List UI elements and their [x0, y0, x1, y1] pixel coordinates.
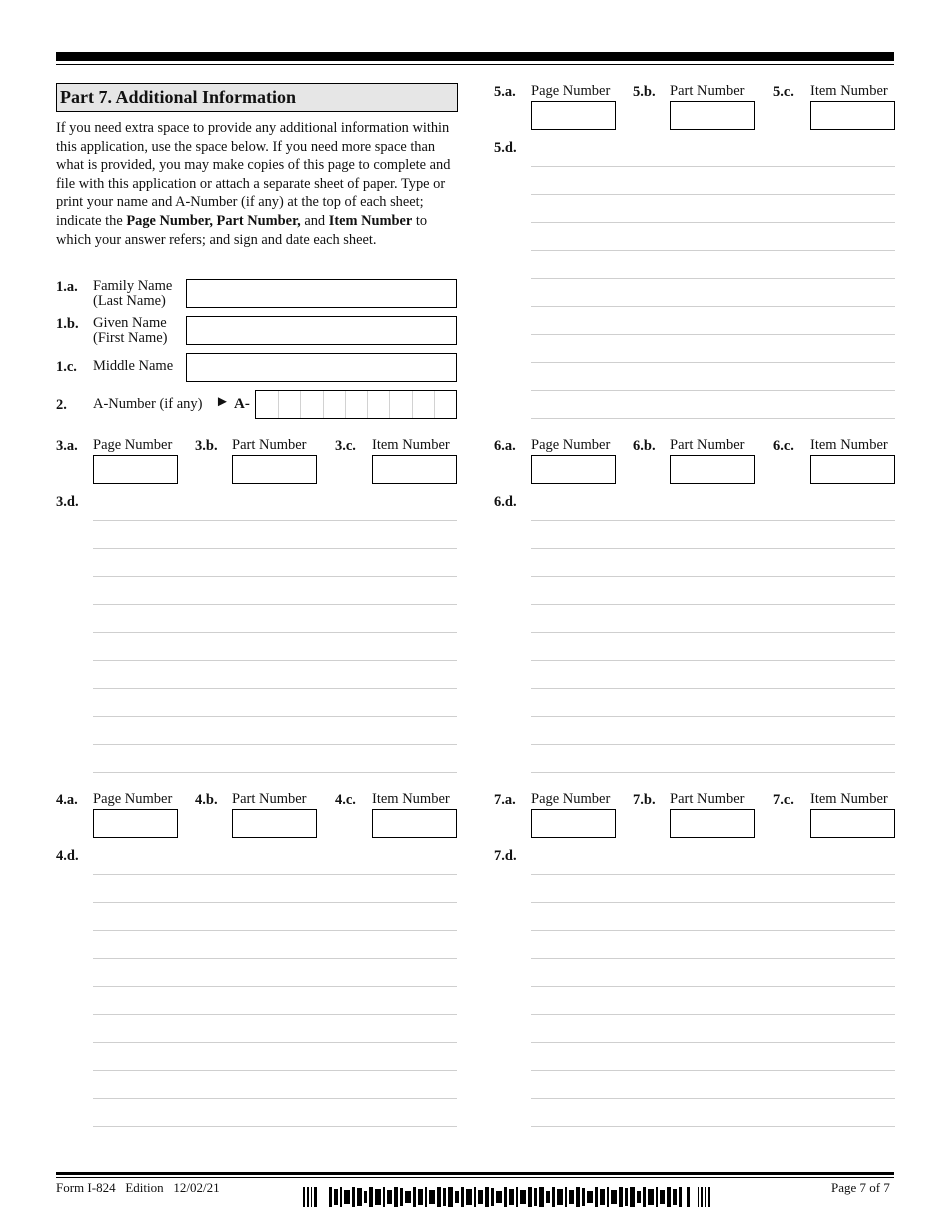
item-number-5a: 5.a.	[494, 84, 516, 100]
writing-line	[93, 1014, 457, 1015]
page-number-field[interactable]	[93, 809, 178, 838]
item-number-field[interactable]	[810, 101, 895, 130]
item-number-label: Item Number	[810, 791, 888, 807]
additional-info-textarea[interactable]	[531, 166, 895, 426]
footer-rule-thick	[56, 1172, 894, 1175]
given-name-field[interactable]	[186, 316, 457, 345]
item-number-1b: 1.b.	[56, 316, 79, 332]
item-number-4d: 4.d.	[56, 848, 79, 864]
page-indicator: Page 7 of 7	[831, 1180, 890, 1195]
item-number-5d: 5.d.	[494, 140, 517, 156]
item-number-4c: 4.c.	[335, 792, 356, 808]
item-number-1a: 1.a.	[56, 279, 78, 295]
part-number-field[interactable]	[670, 455, 755, 484]
instructions-text-3: to which your answer refers; and sign and date each sheet.	[56, 212, 428, 248]
writing-line	[93, 1098, 457, 1099]
additional-info-textarea[interactable]	[531, 520, 895, 780]
a-number-cell-divider	[345, 391, 346, 418]
additional-info-textarea[interactable]	[93, 520, 457, 780]
instructions-text-1: If you need extra space to provide any additional information within this application, use the space below. If you need more space than what is provided, you may make copies of this page to complete and file with this application or attach a separate sheet of paper. Type or print your name and A-Number (if any) at the top of each sheet; indicate the	[56, 120, 451, 229]
a-number-cell-divider	[367, 391, 368, 418]
a-number-label: A-Number (if any)	[93, 396, 203, 412]
part-number-field[interactable]	[670, 101, 755, 130]
item-number-field[interactable]	[810, 455, 895, 484]
writing-line	[93, 520, 457, 521]
writing-line	[93, 716, 457, 717]
item-number-field[interactable]	[810, 809, 895, 838]
part-number-label: Part Number	[232, 791, 307, 807]
writing-line	[93, 930, 457, 931]
writing-line	[93, 958, 457, 959]
writing-line	[93, 874, 457, 875]
a-number-cell-divider	[278, 391, 279, 418]
a-number-field[interactable]	[255, 390, 457, 419]
a-number-cell-divider	[323, 391, 324, 418]
writing-line	[531, 874, 895, 875]
barcode-icon	[303, 1187, 712, 1207]
page-number-field[interactable]	[531, 455, 616, 484]
writing-line	[531, 1098, 895, 1099]
item-number-label: Item Number	[372, 437, 450, 453]
instructions-bold-1: Page Number, Part Number,	[126, 212, 301, 229]
page-number-label: Page Number	[93, 791, 173, 807]
writing-line	[531, 986, 895, 987]
writing-line	[93, 688, 457, 689]
item-number-6d: 6.d.	[494, 494, 517, 510]
item-number-7a: 7.a.	[494, 792, 516, 808]
writing-line	[531, 520, 895, 521]
item-number-6b: 6.b.	[633, 438, 656, 454]
writing-line	[531, 1042, 895, 1043]
item-number-3d: 3.d.	[56, 494, 79, 510]
item-block-7	[494, 792, 896, 1132]
writing-line	[531, 772, 895, 773]
middle-name-label: Middle Name	[93, 358, 174, 374]
item-block-6	[494, 438, 896, 778]
writing-line	[531, 930, 895, 931]
footer-rule-thin	[56, 1177, 894, 1178]
writing-line	[531, 166, 895, 167]
part-number-field[interactable]	[232, 455, 317, 484]
writing-line	[93, 1126, 457, 1127]
writing-line	[531, 744, 895, 745]
item-number-6c: 6.c.	[773, 438, 794, 454]
item-number-1c: 1.c.	[56, 359, 77, 375]
writing-line	[531, 1014, 895, 1015]
page-number-field[interactable]	[531, 809, 616, 838]
instructions-text	[56, 119, 461, 249]
page-number-label: Page Number	[531, 437, 611, 453]
page-number-label: Page Number	[531, 791, 611, 807]
writing-line	[93, 902, 457, 903]
writing-line	[531, 716, 895, 717]
writing-line	[93, 548, 457, 549]
item-number-field[interactable]	[372, 455, 457, 484]
additional-info-textarea[interactable]	[93, 874, 457, 1134]
item-number-4b: 4.b.	[195, 792, 218, 808]
instructions-bold-2: Item Number	[328, 212, 413, 229]
writing-line	[93, 1042, 457, 1043]
a-number-cell-divider	[412, 391, 413, 418]
given-name-label-line2: (First Name)	[93, 330, 168, 346]
item-block-5	[494, 84, 896, 424]
page-number-label: Page Number	[531, 83, 611, 99]
writing-line	[531, 194, 895, 195]
a-number-cell-divider	[300, 391, 301, 418]
item-number-field[interactable]	[372, 809, 457, 838]
writing-line	[531, 688, 895, 689]
writing-line	[531, 278, 895, 279]
writing-line	[93, 604, 457, 605]
item-number-label: Item Number	[810, 83, 888, 99]
writing-line	[531, 222, 895, 223]
writing-line	[531, 660, 895, 661]
part-number-label: Part Number	[670, 83, 745, 99]
item-number-6a: 6.a.	[494, 438, 516, 454]
writing-line	[531, 250, 895, 251]
item-number-2: 2.	[56, 397, 67, 413]
given-name-label	[93, 316, 168, 346]
writing-line	[531, 576, 895, 577]
writing-line	[531, 418, 895, 419]
a-number-cell-divider	[389, 391, 390, 418]
part-number-label: Part Number	[670, 437, 745, 453]
writing-line	[531, 604, 895, 605]
part-number-label: Part Number	[232, 437, 307, 453]
item-number-5b: 5.b.	[633, 84, 656, 100]
item-number-5c: 5.c.	[773, 84, 794, 100]
item-number-label: Item Number	[372, 791, 450, 807]
writing-line	[93, 660, 457, 661]
item-number-3c: 3.c.	[335, 438, 356, 454]
item-number-3a: 3.a.	[56, 438, 78, 454]
writing-line	[531, 1126, 895, 1127]
page-number-field[interactable]	[93, 455, 178, 484]
arrow-right-icon: ►	[215, 394, 230, 410]
a-number-prefix: A-	[234, 396, 250, 412]
writing-line	[531, 334, 895, 335]
item-number-7d: 7.d.	[494, 848, 517, 864]
page-number-field[interactable]	[531, 101, 616, 130]
item-number-label: Item Number	[810, 437, 888, 453]
header-rule-thick	[56, 52, 894, 61]
item-number-7c: 7.c.	[773, 792, 794, 808]
writing-line	[531, 390, 895, 391]
writing-line	[93, 744, 457, 745]
middle-name-field[interactable]	[186, 353, 457, 382]
part-number-field[interactable]	[232, 809, 317, 838]
item-number-3b: 3.b.	[195, 438, 218, 454]
writing-line	[531, 548, 895, 549]
part-title: Part 7. Additional Information	[56, 83, 458, 112]
instructions-text-2: and	[300, 212, 329, 229]
writing-line	[93, 1070, 457, 1071]
writing-line	[531, 1070, 895, 1071]
item-block-4	[56, 792, 458, 1132]
writing-line	[93, 772, 457, 773]
item-block-3	[56, 438, 458, 778]
family-name-label-line2: (Last Name)	[93, 293, 166, 309]
family-name-field[interactable]	[186, 279, 457, 308]
part-number-label: Part Number	[670, 791, 745, 807]
writing-line	[93, 576, 457, 577]
given-name-label-line1: Given Name	[93, 315, 167, 331]
writing-line	[531, 902, 895, 903]
writing-line	[531, 958, 895, 959]
item-number-7b: 7.b.	[633, 792, 656, 808]
writing-line	[531, 306, 895, 307]
item-number-4a: 4.a.	[56, 792, 78, 808]
family-name-label-line1: Family Name	[93, 278, 173, 294]
page-number-label: Page Number	[93, 437, 173, 453]
header-rule-thin	[56, 64, 894, 65]
writing-line	[93, 986, 457, 987]
writing-line	[531, 362, 895, 363]
part-number-field[interactable]	[670, 809, 755, 838]
writing-line	[93, 632, 457, 633]
additional-info-textarea[interactable]	[531, 874, 895, 1134]
writing-line	[531, 632, 895, 633]
form-edition: Form I-824 Edition 12/02/21	[56, 1180, 220, 1195]
family-name-label	[93, 279, 172, 309]
a-number-cell-divider	[434, 391, 435, 418]
